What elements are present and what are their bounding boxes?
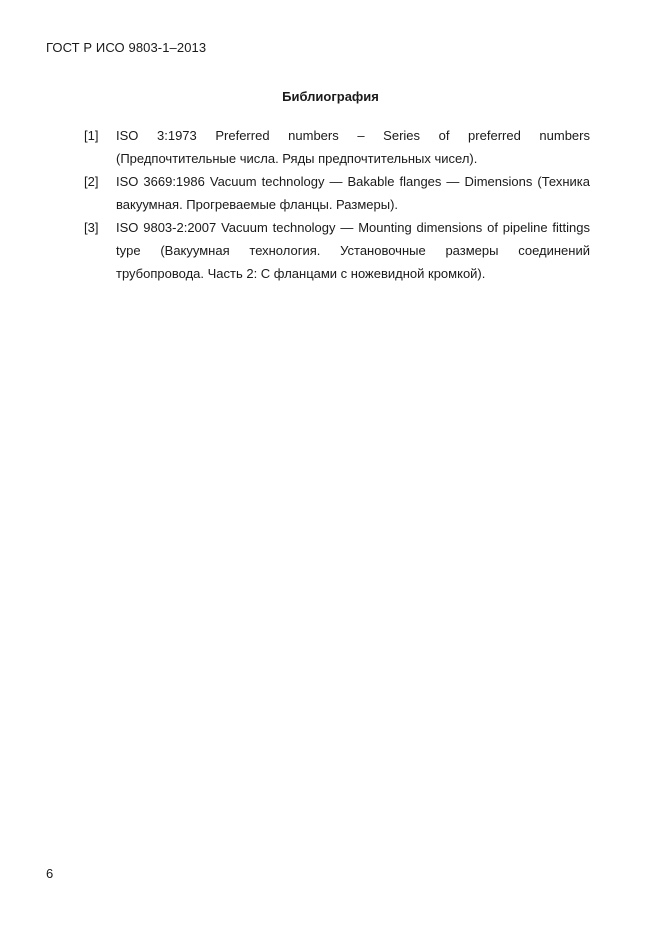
bibliography-entry (84, 170, 590, 216)
entry-line: ISO 3669:1986 Vacuum technology — Bakable flanges — Dimensions (Техника (116, 174, 590, 189)
entry-number: [2] (84, 174, 99, 189)
entry-number: [1] (84, 128, 99, 143)
entry-text (116, 170, 590, 216)
entry-line: вакуумная. Прогреваемые фланцы. Размеры). (116, 197, 399, 212)
entry-line: ISO 9803-2:2007 Vacuum technology — Mounting dimensions of pipeline fittings (116, 220, 590, 235)
bibliography-list (84, 124, 590, 285)
entry-line: ISO 3:1973 Preferred numbers – Series of preferred numbers (116, 128, 590, 143)
document-code-header: ГОСТ Р ИСО 9803-1–2013 (46, 40, 207, 55)
page-number: 6 (46, 866, 54, 881)
bibliography-entry (84, 216, 590, 285)
entry-line: type (Вакуумная технология. Установочные размеры соединений (116, 243, 590, 258)
bibliography-entry (84, 124, 590, 170)
entry-line: трубопровода. Часть 2: С фланцами с ножевидной кромкой). (116, 266, 486, 281)
entry-text (116, 216, 590, 285)
entry-line: (Предпочтительные числа. Ряды предпочтительных чисел). (116, 151, 478, 166)
entry-text (116, 124, 590, 170)
bibliography-title: Библиография (282, 89, 379, 104)
entry-number: [3] (84, 220, 99, 235)
